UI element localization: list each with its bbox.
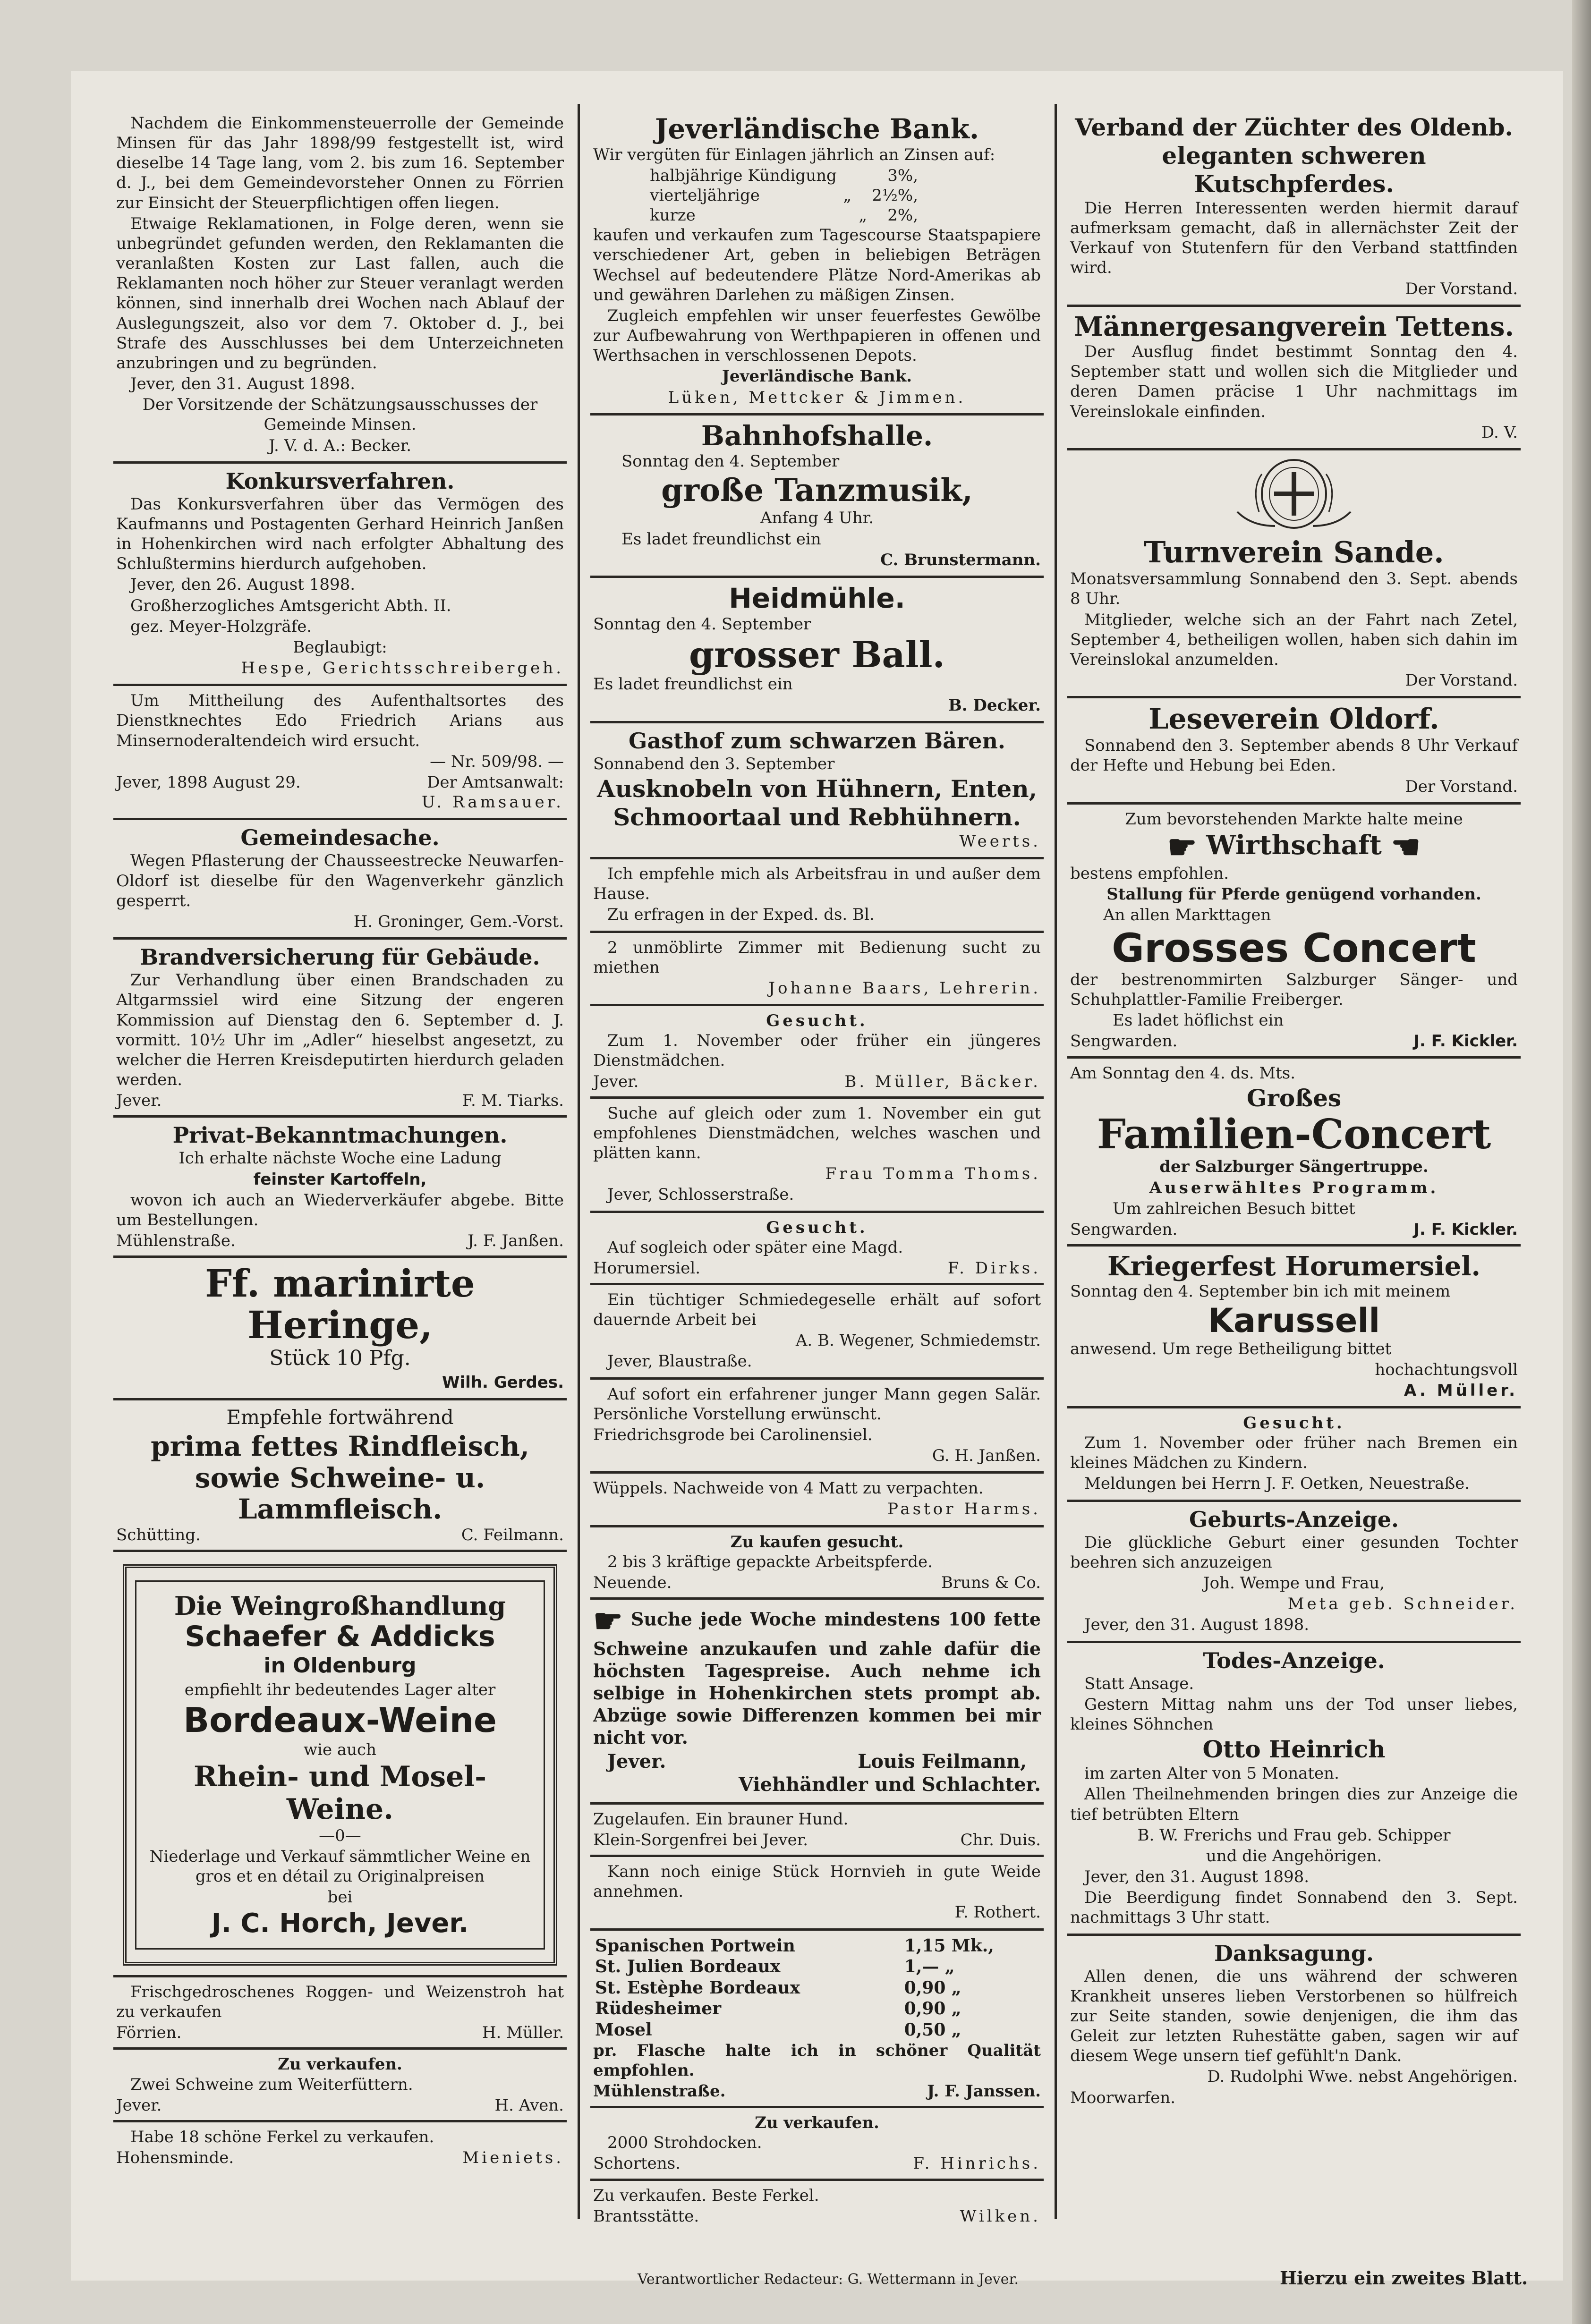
ditto-mark: „ — [859, 206, 868, 225]
ad-text: empfiehlt ihr bedeutendes Lager alter — [184, 1680, 496, 1699]
wine-price: 1,— „ — [904, 1957, 955, 1977]
table-row — [593, 1998, 1041, 2019]
notice-fire-insurance — [113, 940, 567, 1118]
ad-signature: Wilken. — [960, 2206, 1041, 2226]
ad-text: in Oldenburg — [264, 1654, 417, 1678]
ad-headline: Verband der Züchter des Oldenb. — [1075, 113, 1513, 141]
ad-place: Jever. — [607, 1750, 666, 1773]
section-title: Privat-Bekanntmachungen. — [172, 1122, 508, 1148]
notice-text: Die Beerdigung findet Sonnabend den 3. Sept. nachmittags 3 Uhr statt. — [1070, 1888, 1518, 1927]
ad-headline: Schaefer & Addicks — [185, 1620, 495, 1654]
ad-text: 2000 Strohdocken. — [607, 2133, 762, 2153]
notice-signature: Beglaubigt: — [293, 637, 387, 657]
ad-signature: B. Decker. — [948, 696, 1041, 715]
ad-place: Schütting. — [116, 1526, 201, 1545]
ad-text: hochachtungsvoll — [1375, 1360, 1518, 1379]
ad-signature: C. Brunstermann. — [880, 550, 1041, 569]
ditto-mark: „ — [843, 186, 852, 205]
ad-headline: eleganten schweren Kutschpferdes. — [1162, 142, 1426, 198]
ad-text: Der Ausflug findet bestimmt Sonntag den 4. September statt und wollen sich die Mitglieder und deren Damen präcise 1 Uhr nachmittags im Vereinslokale einfinden. — [1070, 342, 1518, 421]
ad-signature: F. Dirks. — [947, 1258, 1041, 1278]
ad-family-concert — [1067, 1059, 1521, 1247]
ad-text: Niederlage und Verkauf sämmtlicher Weine en gros et en détail zu Originalpreisen — [149, 1847, 531, 1886]
ad-headline: Turnverein Sande. — [1144, 534, 1444, 569]
ad-gymnastics-club — [1067, 450, 1521, 698]
notice-title: Brandversicherung für Gebäude. — [140, 944, 540, 970]
ad-wine-prices — [590, 1931, 1044, 2109]
notice-text: Allen denen, die uns während der schweren Krankheit unseres lieben Verstorbenen so hülfreich zur Seite standen, sowie denjenigen, die ihm das Geleit zur letzten Ruhestätte gaben, sagen wir auf diesem Wege unsern tief gefühlt'n Dank. — [1070, 1967, 1518, 2066]
newspaper-page — [71, 71, 1563, 2289]
notice-signature: Der Vorsitzende der Schätzungsausschusses der Gemeinde Minsen. — [142, 395, 538, 434]
notice-signature: Großherzogliches Amtsgericht Abth. II. — [130, 596, 451, 615]
ad-signature: H. Aven. — [494, 2095, 564, 2115]
ad-signature: J. F. Janßen. — [468, 1231, 564, 1251]
ad-text: der Salzburger Sängertruppe. — [1159, 1157, 1429, 1177]
ad-headline: Grosses Concert — [1112, 925, 1476, 971]
ad-text: 2 bis 3 kräftige gepackte Arbeitspferde. — [607, 1552, 933, 1571]
ad-headline: Schmoortaal und Rebhühnern. — [613, 803, 1021, 831]
ad-horse-breeders — [1067, 109, 1521, 307]
ad-text: Sonnabend den 3. September abends 8 Uhr Verkauf der Hefte und Hebung bei Eden. — [1070, 736, 1518, 775]
ad-heidmuehle — [590, 578, 1044, 723]
ad-signature: B. Müller, Bäcker. — [844, 1072, 1041, 1091]
ad-text: Wir vergüten für Einlagen jährlich an Zinsen auf: — [593, 145, 995, 164]
ad-title: Zu verkaufen. — [278, 2055, 402, 2074]
notice-signature: B. W. Frerichs und Frau geb. Schipper — [1137, 1825, 1451, 1845]
ad-signature: Frau Tomma Thoms. — [825, 1164, 1041, 1184]
ad-headline: Ausknobeln von Hühnern, Enten, — [596, 775, 1038, 803]
ad-text: An allen Markttagen — [1103, 906, 1271, 925]
ad-place: Jever. — [593, 1072, 639, 1091]
notice-title: Danksagung. — [1214, 1940, 1374, 1966]
notice-signature: Der Amtsanwalt: — [427, 772, 564, 792]
ad-signature: Der Vorstand. — [1405, 279, 1518, 298]
ad-piglets-2 — [590, 2181, 1044, 2231]
ad-signature: A. B. Wegener, Schmiedemstr. — [795, 1331, 1041, 1350]
ad-headline: grosser Ball. — [689, 633, 945, 676]
notice-date: Jever, den 31. August 1898. — [1084, 1615, 1310, 1635]
wine-name: St. Estèphe Bordeaux — [595, 1977, 800, 1998]
ad-headline: sowie Schweine- u. Lammfleisch. — [195, 1461, 485, 1526]
ad-headline: Großes — [1246, 1084, 1342, 1112]
notice-signature: gez. Meyer-Holzgräfe. — [130, 617, 312, 636]
ad-price: Stück 10 Pfg. — [269, 1346, 411, 1371]
ad-headline: Bordeaux-Weine — [183, 1700, 497, 1740]
ad-potatoes — [113, 1118, 567, 1258]
ad-text: Auf sogleich oder später eine Magd. — [607, 1238, 903, 1257]
notice-name: Otto Heinrich — [1202, 1735, 1386, 1764]
ad-text: Stallung für Pferde genügend vorhanden. — [1106, 885, 1481, 904]
ad-signature: Jeverländische Bank. — [722, 367, 912, 386]
table-row — [593, 1977, 1041, 1999]
ad-text: Habe 18 schöne Ferkel zu verkaufen. — [130, 2127, 434, 2146]
ad-headline: Jeverländische Bank. — [655, 113, 979, 145]
ad-headline: Rhein- und Mosel-Weine. — [193, 1760, 487, 1826]
ad-text: Sonntag den 4. September bin ich mit meinem — [1070, 1282, 1451, 1301]
ad-signature: Pastor Harms. — [887, 1500, 1041, 1519]
table-row — [593, 2019, 1041, 2041]
ad-wanted-magd — [590, 1213, 1044, 1285]
notice-text: Statt Ansage. — [1084, 1674, 1194, 1693]
ad-text: Zugelaufen. Ein brauner Hund. — [593, 1809, 849, 1829]
ad-veterans-fest — [1067, 1247, 1521, 1408]
ad-herring — [113, 1258, 567, 1400]
notice-tax-roll — [113, 109, 567, 464]
ad-text: Zum 1. November oder früher ein jüngeres Dienstmädchen. — [593, 1031, 1041, 1070]
notice-signature: und die Angehörigen. — [1206, 1846, 1382, 1866]
ad-signature: Viehhändler und Schlachter. — [739, 1773, 1041, 1796]
ad-meat — [113, 1400, 567, 1552]
ad-headline: Leseverein Oldorf. — [1149, 703, 1439, 736]
ad-text: Auserwähltes Programm. — [1149, 1178, 1439, 1197]
ad-place: Jever, Blaustraße. — [607, 1352, 752, 1371]
ad-text: Sonntag den 4. September — [593, 614, 811, 634]
ad-blacksmith — [590, 1285, 1044, 1380]
notice-municipal — [113, 820, 567, 940]
wine-price-table — [593, 1935, 1041, 2041]
table-row — [593, 1935, 1041, 1957]
ad-place: Mühlenstraße. — [116, 1231, 236, 1251]
ad-text: wovon ich auch an Wiederverkäufer abgebe. Bitte um Bestellungen. — [116, 1190, 564, 1230]
column-2 — [590, 109, 1044, 2231]
ad-place: Schortens. — [593, 2154, 681, 2173]
ad-signature: J. F. Kickler. — [1413, 1032, 1518, 1051]
notice-date: Jever, den 31. August 1898. — [130, 374, 356, 394]
ad-signature: Weerts. — [959, 832, 1041, 851]
ad-text: kurze — [650, 206, 696, 225]
interest-rate: 3%, — [887, 166, 918, 185]
notice-date: Jever, den 31. August 1898. — [1084, 1867, 1310, 1887]
notice-text: Wegen Pflasterung der Chausseestrecke Neuwarfen-Oldorf ist dieselbe für den Wagenverkehr gänzlich gesperrt. — [116, 851, 564, 910]
ad-place: Förrien. — [116, 2023, 182, 2043]
ad-text: vierteljährige — [650, 186, 760, 205]
ad-title: Zu verkaufen. — [755, 2113, 879, 2133]
notice-text: Die glückliche Geburt einer gesunden Tochter beehren sich anzuzeigen — [1070, 1533, 1518, 1572]
wine-name: St. Julien Bordeaux — [595, 1957, 781, 1977]
ad-place: Sengwarden. — [1070, 1032, 1178, 1051]
ad-text: Sonntag den 4. September — [621, 452, 840, 471]
turnverein-emblem-icon — [1223, 455, 1365, 535]
ad-place: Horumersiel. — [593, 1258, 701, 1278]
ad-signature: Wilh. Gerdes. — [442, 1373, 564, 1392]
pointing-hand-icon: ☚ — [1391, 827, 1421, 867]
ad-text: Um zahlreichen Besuch bittet — [1113, 1199, 1355, 1218]
ad-text: Zwei Schweine zum Weiterfüttern. — [130, 2075, 413, 2094]
ad-headline: Wirthschaft — [1206, 829, 1382, 861]
ad-headline: Heidmühle. — [729, 582, 905, 614]
ad-text: bestens empfohlen. — [1070, 864, 1229, 883]
ad-text: Kann noch einige Stück Hornvieh in gute Weide annehmen. — [593, 1862, 1041, 1901]
ad-gasthof — [590, 723, 1044, 860]
ad-text: Sonnabend den 3. September — [593, 754, 835, 773]
notice-text: Um Mittheilung des Aufenthaltsortes des Dienstknechtes Edo Friedrich Arians aus Minsernoderaltendeich wird ersucht. — [116, 691, 564, 750]
column-divider — [578, 104, 580, 2219]
ad-text: Es ladet freundlichst ein — [593, 675, 793, 694]
ad-text: Zu erfragen in der Exped. ds. Bl. — [607, 905, 875, 925]
notice-signature: U. Ramsauer. — [421, 793, 564, 812]
ad-signature: C. Feilmann. — [461, 1526, 564, 1545]
ad-place: Jever. — [116, 2095, 162, 2115]
ad-text: —0— — [319, 1826, 361, 1845]
notice-search — [113, 686, 567, 820]
wine-price: 0,50 „ — [904, 2020, 961, 2040]
ad-signature: J. F. Janssen. — [927, 2081, 1041, 2101]
notice-number: — Nr. 509/98. — — [430, 752, 564, 771]
wine-name: Rüdesheimer — [595, 1999, 722, 2019]
notice-text: Etwaige Reklamationen, in Folge deren, wenn sie unbegründet gefunden werden, den Reklamanten die veranlaßten Kosten zur Last fallen, auch die Reklamanten noch höher zur Steuer veranlagt werden können, sind innerhalb drei Wochen nach Ablauf der Auslegungszeit, also vor dem 7. Oktober d. J., bei Strafe des Ausschlusses bei dem Unterzeichneten anzubringen und zu begründen. — [116, 214, 564, 373]
ad-pig-buyer — [590, 1600, 1044, 1805]
ad-bahnhofshalle — [590, 416, 1044, 578]
ad-workwoman — [590, 859, 1044, 933]
ad-text: Wüppels. Nachweide von 4 Matt zu verpachten. — [593, 1479, 984, 1498]
ad-signature: Chr. Duis. — [960, 1830, 1041, 1849]
ad-servant — [590, 1099, 1044, 1213]
notice-bankruptcy — [113, 464, 567, 687]
ad-text: Es ladet freundlichst ein — [621, 529, 821, 549]
ad-text: Mitglieder, welche sich an der Fahrt nach Zetel, September 4, betheiligen wollen, haben sich dahin im Vereinslokal anzumelden. — [1070, 610, 1518, 669]
ad-text: kaufen und verkaufen zum Tagescourse Staatspapiere verschiedener Art, geben in beliebigen Beträgen Wechsel auf bedeutendere Plätze Nord-Amerikas ab und gewähren Darlehen zu mäßigen Zinsen. — [593, 226, 1041, 305]
notice-title: Geburts-Anzeige. — [1189, 1506, 1399, 1532]
ad-rooms — [590, 933, 1044, 1006]
ad-bank — [590, 109, 1044, 416]
ad-wine-merchant — [113, 1552, 567, 1977]
ad-signature: Der Vorstand. — [1405, 671, 1518, 690]
ad-text: wie auch — [303, 1740, 376, 1759]
ad-text: Ich erhalte nächste Woche eine Ladung — [179, 1149, 502, 1168]
ad-text: Frischgedroschenes Roggen- und Weizenstroh hat zu verkaufen — [116, 1983, 564, 2022]
interest-rate: 2½%, — [872, 186, 918, 205]
ad-text: Es ladet höflichst ein — [1113, 1011, 1284, 1030]
pointing-hand-icon: ☛ — [593, 1601, 623, 1641]
notice-signature: F. M. Tiarks. — [462, 1091, 564, 1111]
ad-place: Klein-Sorgenfrei bei Jever. — [593, 1830, 808, 1849]
ad-signature: H. Müller. — [482, 2023, 564, 2043]
ad-signature: Lüken, Mettcker & Jimmen. — [668, 388, 966, 407]
notice-text: Gestern Mittag nahm uns der Tod unser liebes, kleines Söhnchen — [1070, 1695, 1518, 1734]
notice-signature: D. Rudolphi Wwe. nebst Angehörigen. — [1207, 2067, 1518, 2087]
ad-pasture — [590, 1474, 1044, 1527]
ad-text: 2 unmöblirte Zimmer mit Bedienung sucht zu miethen — [593, 938, 1041, 977]
ad-text: pr. Flasche halte ich in schöner Qualität empfohlen. — [593, 2041, 1041, 2080]
ad-text: Suche auf gleich oder zum 1. November ein gut empfohlenes Dienstmädchen, welches waschen und plätten kann. — [593, 1103, 1041, 1163]
ad-signature: A. Müller. — [1404, 1381, 1518, 1400]
ad-pigs — [113, 2050, 567, 2122]
ad-frame — [123, 1564, 557, 1966]
notice-text: Das Konkursverfahren über das Vermögen des Kaufmanns und Postagenten Gerhard Heinrich Janßen in Hohenkirchen wird nach erfolgter Abhaltung des Schlußtermins hierdurch aufgehoben. — [116, 494, 564, 574]
ad-text: Empfehle fortwährend — [226, 1405, 454, 1429]
ad-headline: prima fettes Rindfleisch, — [151, 1430, 529, 1463]
ad-young-man — [590, 1380, 1044, 1474]
editor-line: Verantwortlicher Redacteur: G. Wettermann in Jever. — [638, 2271, 1019, 2288]
ad-text: der bestrenommirten Salzburger Sänger- und Schuhplattler-Familie Freiberger. — [1070, 970, 1518, 1009]
ad-signature: Bruns & Co. — [941, 1573, 1041, 1592]
ad-place: Brantsstätte. — [593, 2206, 699, 2226]
binding-edge — [1572, 0, 1591, 2324]
notice-place: Moorwarfen. — [1070, 2088, 1176, 2107]
ad-headline: Gasthof zum schwarzen Bären. — [629, 728, 1005, 754]
ad-text: Zu verkaufen. Beste Ferkel. — [593, 2186, 819, 2205]
ad-wanted-girl — [1067, 1408, 1521, 1502]
notice-date: Jever, den 26. August 1898. — [130, 575, 356, 594]
ad-text: Meldungen bei Herrn J. F. Oetken, Neuestraße. — [1084, 1474, 1470, 1493]
ad-title: Gesucht. — [766, 1011, 868, 1031]
ad-dog — [590, 1805, 1044, 1857]
ad-signature: J. C. Horch, Jever. — [211, 1908, 469, 1939]
ad-signature: Mieniets. — [462, 2148, 564, 2168]
ad-text: anwesend. Um rege Betheiligung bittet — [1070, 1339, 1392, 1358]
notice-text: im zarten Alter von 5 Monaten. — [1084, 1764, 1339, 1783]
ad-piglets — [113, 2122, 567, 2172]
ad-title: Gesucht. — [766, 1218, 868, 1237]
ad-signature: D. V. — [1481, 423, 1518, 442]
notice-title: Konkursverfahren. — [225, 468, 455, 494]
ad-signature: F. Hinrichs. — [913, 2154, 1041, 2173]
ad-title: Gesucht. — [1243, 1414, 1345, 1433]
ad-text: bei — [327, 1888, 353, 1907]
column-divider — [1055, 104, 1057, 2219]
ad-text: Monatsversammlung Sonnabend den 3. Sept. abends 8 Uhr. — [1070, 569, 1518, 609]
ad-place: Jever, Schlosserstraße. — [607, 1185, 794, 1204]
ad-text: Zum 1. November oder früher nach Bremen ein kleines Mädchen zu Kindern. — [1070, 1433, 1518, 1473]
ad-headline: Männergesangverein Tettens. — [1073, 311, 1514, 342]
ad-headline: Karussell — [1208, 1301, 1380, 1340]
ad-signature: G. H. Janßen. — [932, 1446, 1041, 1466]
ad-text: Zugleich empfehlen wir unser feuerfestes Gewölbe zur Aufbewahrung von Werthpapieren in offenen und Werthsachen in verschlossenen Depots. — [593, 306, 1041, 365]
ad-place: Neuende. — [593, 1573, 672, 1592]
notice-text: Nachdem die Einkommensteuerrolle der Gemeinde Minsen für das Jahr 1898/99 festgestellt ist, wird dieselbe 14 Tage lang, vom 2. bis zum 16. September d. J., bei dem Gemeindevorsteher Onnen zu Förrien zur Einsicht der Steuerpflichtigen offen liegen. — [116, 114, 564, 212]
notice-signature: Hespe, Gerichtsschreibergeh. — [241, 659, 564, 678]
ad-text: Anfang 4 Uhr. — [760, 509, 874, 528]
wine-price: 1,15 Mk., — [904, 1935, 994, 1956]
ad-straw-bundles — [590, 2108, 1044, 2180]
table-row — [593, 1956, 1041, 1977]
notice-thanks — [1067, 1936, 1521, 2113]
wine-name: Spanischen Portwein — [595, 1935, 795, 1956]
notice-text: Zur Verhandlung über einen Brandschaden zu Altgarmssiel wird eine Sitzung der engeren Kommission auf Dienstag den 6. September d. J. vormitt. 10½ Uhr im „Adler“ hieselbst angesetzt, zu welcher die Herren Kreisdeputirten hierdurch geladen werden. — [116, 971, 564, 1089]
ad-horses — [590, 1527, 1044, 1600]
wine-price: 0,90 „ — [904, 1999, 961, 2019]
notice-place: Jever. — [116, 1091, 162, 1111]
wine-name: Mosel — [595, 2020, 652, 2040]
ad-signature: Louis Feilmann, — [858, 1750, 1027, 1773]
ad-choir — [1067, 307, 1521, 450]
notice-signature: H. Groninger, Gem.-Vorst. — [353, 912, 564, 931]
interest-rate: 2%, — [887, 206, 918, 225]
ad-text: Auf sofort ein erfahrener junger Mann gegen Salär. Persönliche Vorstellung erwünscht. — [593, 1384, 1041, 1424]
ad-text: Ich empfehle mich als Arbeitsfrau in und außer dem Hause. — [593, 865, 1041, 904]
ad-reading-club — [1067, 698, 1521, 804]
notice-signature: Meta geb. Schneider. — [1287, 1595, 1518, 1614]
notice-birth — [1067, 1502, 1521, 1643]
column-3 — [1067, 109, 1521, 2113]
ad-text: Die Herren Interessenten werden hiermit darauf aufmerksam gemacht, daß in allernächster Zeit der Verkauf von Stutenfern für den Verband stattfinden wird. — [1070, 199, 1518, 278]
column-1 — [113, 109, 567, 2172]
ad-headline: Die Weingroßhandlung — [174, 1591, 506, 1621]
wine-price: 0,90 „ — [904, 1977, 961, 1998]
ad-text: Ein tüchtiger Schmiedegeselle erhält auf sofort dauernde Arbeit bei — [593, 1290, 1041, 1330]
notice-death — [1067, 1643, 1521, 1936]
ad-signature: Der Vorstand. — [1405, 777, 1518, 796]
notice-signature: Joh. Wempe und Frau, — [1203, 1574, 1385, 1593]
ad-text: halbjährige Kündigung — [650, 166, 837, 185]
notice-date: Jever, 1898 August 29. — [116, 772, 301, 792]
notice-text: Allen Theilnehmenden bringen dies zur Anzeige die tief betrübten Eltern — [1070, 1785, 1518, 1824]
notice-signature: J. V. d. A.: Becker. — [268, 436, 412, 455]
ad-text: Suche jede Woche mindestens 100 fette Schweine anzukaufen und zahle dafür die höchsten Tagespreise. Auch nehme ich selbige in Hohenkirchen stets prompt ab. Abzüge sowie Differenzen kommen bei mir nicht vor. — [593, 1608, 1041, 1748]
ad-place: Mühlenstraße. — [593, 2081, 726, 2101]
ad-place: Hohensminde. — [116, 2148, 234, 2168]
ad-place: Sengwarden. — [1070, 1220, 1178, 1239]
ad-signature: F. Rothert. — [954, 1903, 1041, 1922]
pointing-hand-icon: ☛ — [1167, 827, 1197, 867]
ad-headline: Bahnhofshalle. — [701, 419, 933, 452]
ad-headline: große Tanzmusik, — [661, 471, 973, 509]
ad-straw — [113, 1977, 567, 2050]
ad-signature: J. F. Kickler. — [1413, 1220, 1518, 1239]
ad-text: Am Sonntag den 4. ds. Mts. — [1070, 1063, 1296, 1083]
ad-title: Zu kaufen gesucht. — [730, 1532, 904, 1552]
ad-place: Friedrichsgrode bei Carolinensiel. — [593, 1425, 873, 1444]
ad-cattle — [590, 1857, 1044, 1930]
ad-headline: Familien-Concert — [1097, 1110, 1491, 1158]
ad-headline: feinster Kartoffeln, — [253, 1170, 427, 1189]
ad-market-inn — [1067, 805, 1521, 1059]
ad-signature: Johanne Baars, Lehrerin. — [768, 978, 1041, 998]
ad-text: Zum bevorstehenden Markte halte meine — [1125, 809, 1463, 829]
ad-wanted-maid — [590, 1006, 1044, 1099]
next-sheet-note: Hierzu ein zweites Blatt. — [1280, 2267, 1528, 2289]
ad-headline: Ff. marinirte Heringe, — [205, 1261, 475, 1348]
notice-title: Gemeindesache. — [240, 825, 440, 851]
notice-title: Todes-Anzeige. — [1203, 1647, 1385, 1673]
ad-headline: Kriegerfest Horumersiel. — [1107, 1251, 1481, 1282]
